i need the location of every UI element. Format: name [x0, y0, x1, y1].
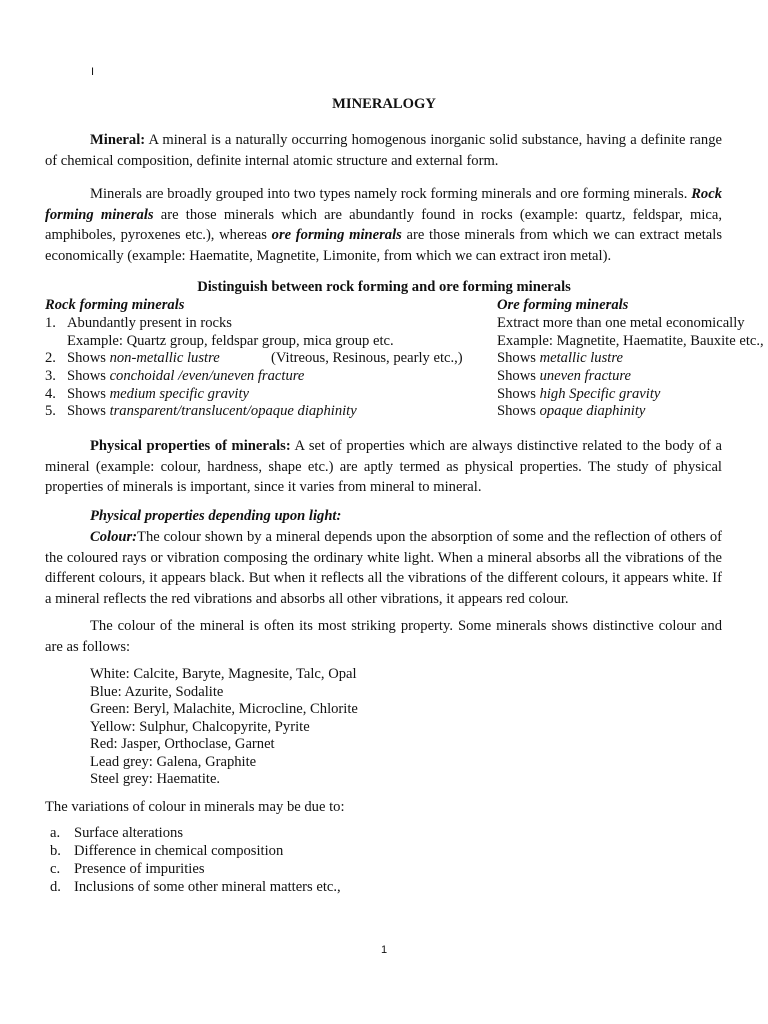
row-number: 2.: [45, 350, 56, 366]
rock-property: Abundantly present in rocks: [67, 315, 232, 331]
rock-property-italic: non-metallic lustre: [109, 350, 220, 366]
physical-properties-paragraph: [45, 436, 722, 498]
ore-forming-term: ore forming minerals: [271, 227, 402, 243]
comparison-header-row: [45, 297, 735, 315]
colour-paragraph: [45, 527, 722, 609]
list-item: [50, 824, 341, 842]
physical-properties-colon: :: [285, 438, 291, 454]
mineral-term: Mineral:: [90, 132, 146, 148]
rock-forming-term: Rock forming minerals: [45, 186, 722, 223]
ore-property-prefix: Shows: [497, 386, 540, 402]
comparison-row-3: [45, 368, 735, 386]
margin-marker: I: [91, 66, 95, 78]
list-letter: d.: [50, 879, 61, 895]
list-item: [50, 842, 341, 860]
striking-property-paragraph: The colour of the mineral is often its most striking property. Some minerals shows distinctive colour and are as follows:: [45, 618, 722, 655]
row-number: 1.: [45, 315, 56, 331]
comparison-row-4: [45, 386, 735, 404]
ore-property-italic: high Specific gravity: [539, 386, 661, 402]
list-item: [50, 878, 341, 896]
colour-text: The colour shown by a mineral depends upon the absorption of some and the reflection of others of the coloured rays or vibration composing the ordinary white light. When a mineral absorbs all the vibrations of the different colours, it appears black. But when it reflects all the vibrations of the different colours, it appears white. If a mineral reflects the red vibrations and absorbs all other vibrations, it appears red colour.: [45, 529, 722, 607]
colour-term: Colour:: [90, 529, 138, 545]
rock-property-prefix: Shows: [67, 368, 110, 384]
physical-properties-text: A set of properties which are always distinctive related to the body of a mineral (example: colour, hardness, shape etc.) are aptly termed as physical properties. The study of physical properties of minerals is important, since it varies from mineral to mineral.: [45, 438, 723, 495]
mineral-groups-paragraph: [45, 184, 722, 266]
comparison-row-1-example: [45, 333, 764, 351]
variations-list: [50, 824, 341, 896]
list-item: White: Calcite, Baryte, Magnesite, Talc, Opal: [90, 666, 357, 682]
ore-property-prefix: Shows: [497, 403, 540, 419]
list-item: Green: Beryl, Malachite, Microcline, Chlorite: [90, 701, 358, 717]
ore-property-italic: uneven fracture: [539, 368, 632, 384]
ore-forming-column-head: Ore forming minerals: [497, 297, 629, 313]
row-number: 3.: [45, 368, 56, 384]
groups-text-3: are those minerals from which we can extract metals economically (example: Haematite, Magnetite, Limonite, from which we can extract iron metal).: [45, 227, 722, 264]
rock-property-italic: transparent/translucent/opaque diaphinity: [109, 403, 357, 419]
rock-property-italic: medium specific gravity: [109, 386, 249, 402]
comparison-row-2: [45, 350, 735, 368]
rock-property-prefix: Shows: [67, 350, 110, 366]
rock-forming-column-head: Rock forming minerals: [45, 297, 185, 313]
list-text: Difference in chemical composition: [74, 843, 284, 859]
rock-property-prefix: Shows: [67, 403, 110, 419]
mineral-definition-text: A mineral is a naturally occurring homogenous inorganic solid substance, having a definite range of chemical composition, definite internal atomic structure and external form.: [45, 132, 722, 169]
list-letter: a.: [50, 825, 61, 841]
rock-property-italic: conchoidal /even/uneven fracture: [109, 368, 305, 384]
page-title: MINERALOGY: [332, 96, 436, 112]
physical-properties-term: Physical properties of minerals: [90, 438, 286, 454]
list-item: Steel grey: Haematite.: [90, 771, 221, 787]
list-item: Blue: Azurite, Sodalite: [90, 683, 224, 700]
ore-property-prefix: Shows: [497, 368, 540, 384]
light-properties-heading: [45, 506, 722, 527]
list-item: Red: Jasper, Orthoclase, Garnet: [90, 736, 275, 752]
mineral-definition: [45, 130, 722, 171]
list-item: Yellow: Sulphur, Chalcopyrite, Pyrite: [90, 718, 310, 735]
row-number: 5.: [45, 403, 56, 419]
list-letter: c.: [50, 861, 61, 877]
list-text: Surface alterations: [74, 825, 183, 841]
rock-property-prefix: Shows: [67, 386, 110, 402]
list-item: [50, 860, 341, 878]
light-heading-text: Physical properties depending upon light:: [90, 508, 342, 524]
ore-property-prefix: Shows: [497, 350, 540, 366]
comparison-row-1: [45, 315, 745, 333]
row-number: 4.: [45, 386, 56, 402]
distinguish-heading: Distinguish between rock forming and ore forming minerals: [197, 279, 571, 295]
variations-intro: The variations of colour in minerals may be due to:: [45, 799, 345, 815]
ore-example: Example: Magnetite, Haematite, Bauxite etc.,: [497, 333, 764, 349]
list-text: Inclusions of some other mineral matters etc.,: [74, 879, 341, 895]
ore-property: Extract more than one metal economically: [497, 315, 745, 331]
list-letter: b.: [50, 843, 61, 859]
list-item: Lead grey: Galena, Graphite: [90, 753, 257, 770]
ore-property-italic: opaque diaphinity: [539, 403, 646, 419]
comparison-row-5: [45, 403, 735, 421]
groups-text-1: Minerals are broadly grouped into two types namely rock forming minerals and ore forming minerals.: [90, 186, 692, 202]
colour-examples-list: [90, 666, 358, 789]
page-number: 1: [380, 944, 388, 956]
groups-text-2: are those minerals which are abundantly found in rocks (example: quartz, feldspar, mica, amphiboles, pyroxenes etc.), whereas: [45, 206, 723, 243]
lustre-examples: (Vitreous, Resinous, pearly etc.,): [271, 350, 463, 366]
list-text: Presence of impurities: [74, 861, 205, 877]
rock-example: Example: Quartz group, feldspar group, mica group etc.: [67, 333, 394, 349]
ore-property-italic: metallic lustre: [539, 350, 623, 366]
